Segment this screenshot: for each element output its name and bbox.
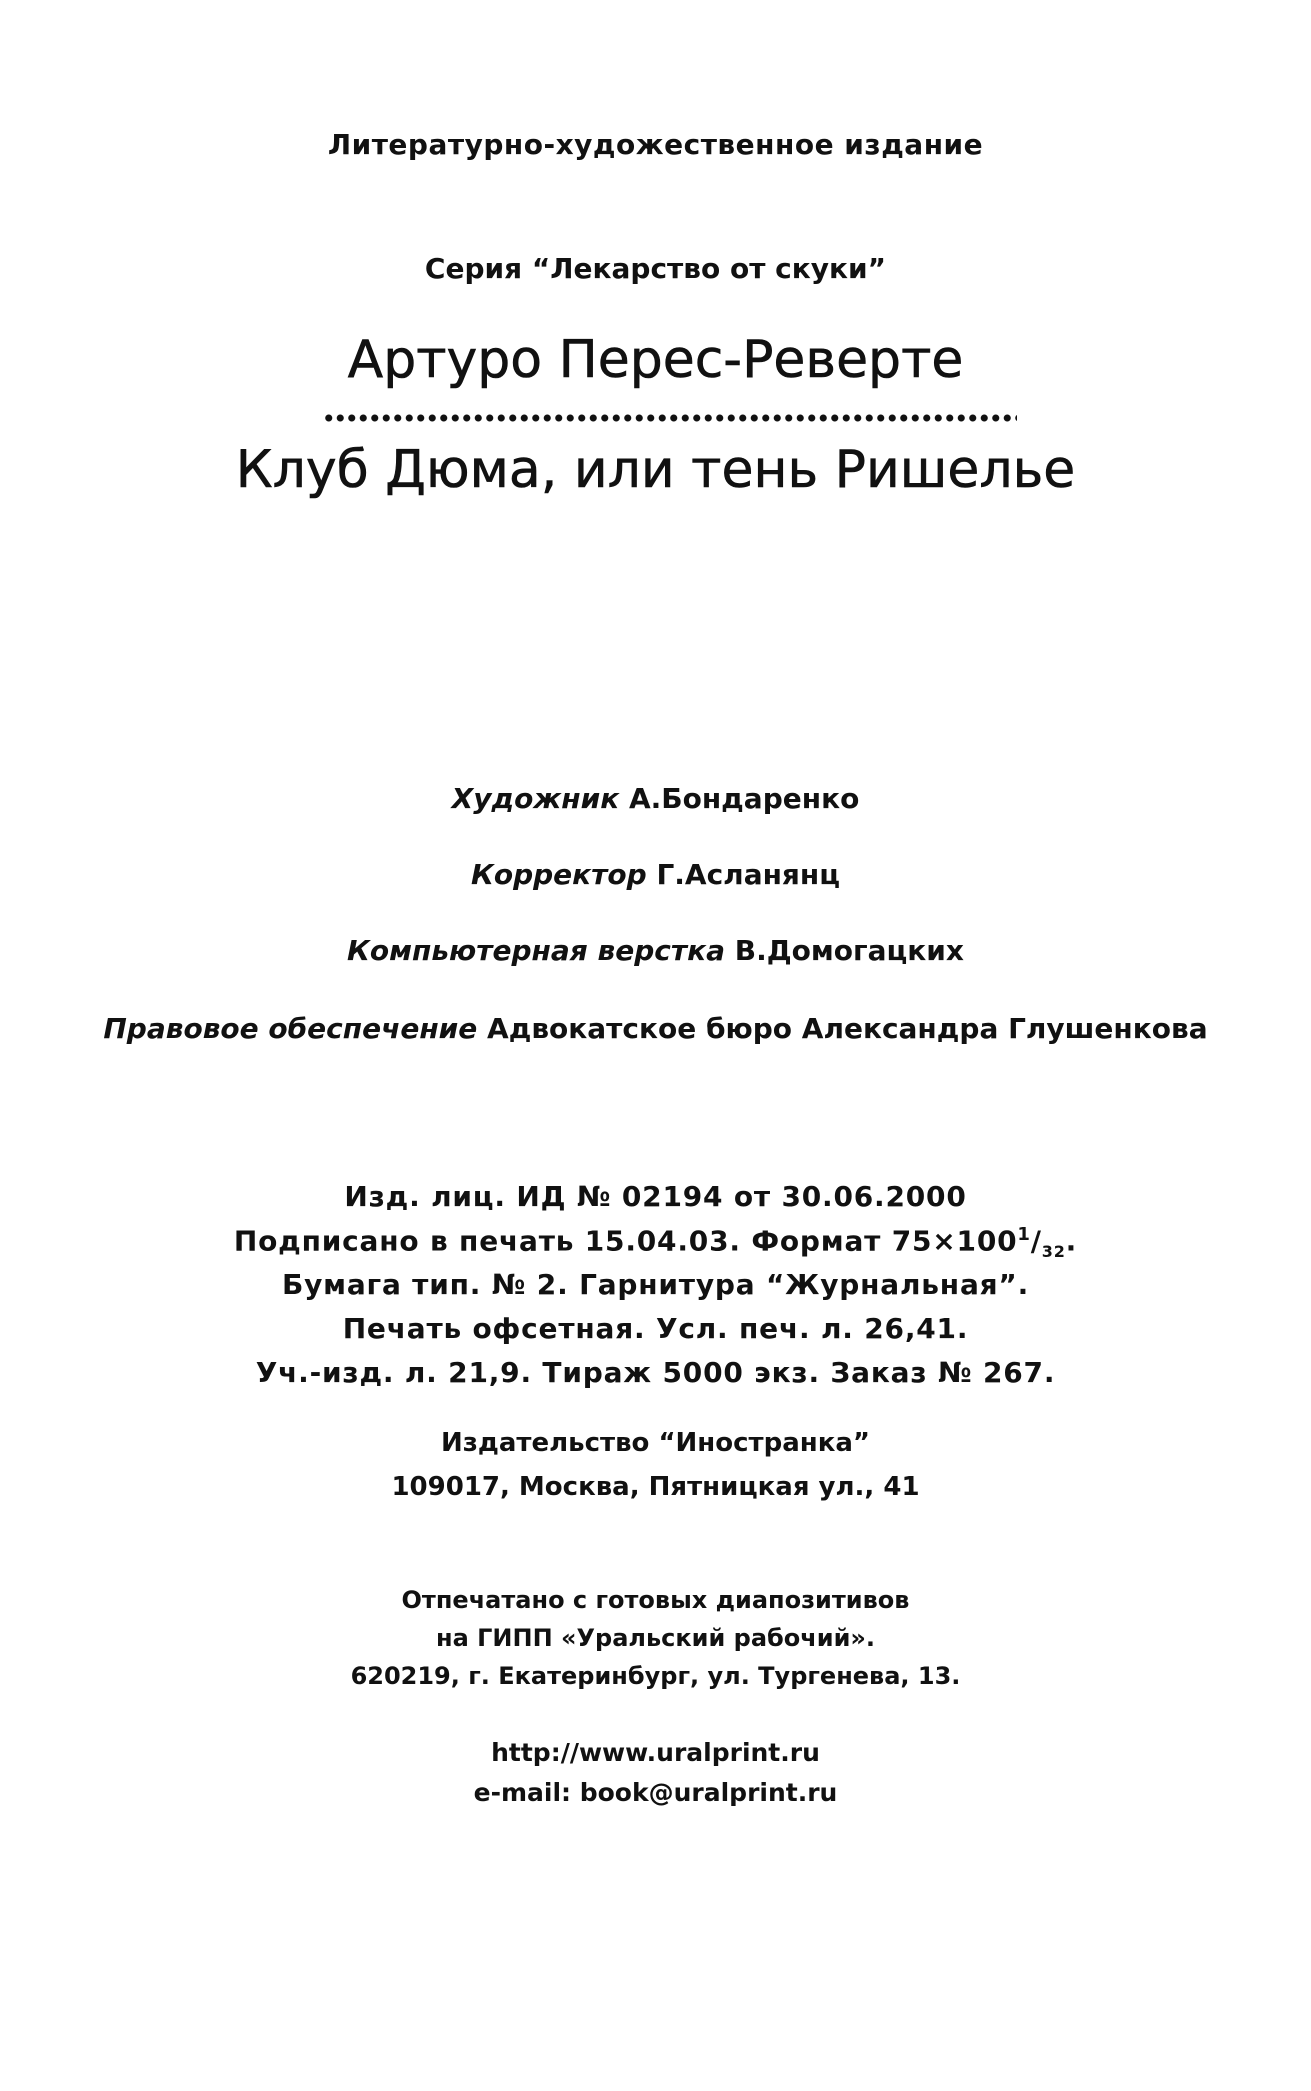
credit-layout	[0, 934, 1311, 967]
credit-artist	[0, 782, 1311, 815]
dotted-divider	[323, 411, 1017, 425]
printer-line-1: Отпечатано с готовых диапозитивов	[401, 1586, 910, 1614]
series-name: Серия “Лекарство от скуки”	[424, 252, 887, 285]
credit-proofreader	[0, 858, 1311, 891]
format-numerator: 1	[1017, 1224, 1031, 1245]
format-slash: /	[1030, 1224, 1042, 1258]
format-period: .	[1065, 1224, 1078, 1258]
format-denominator: 32	[1041, 1241, 1066, 1261]
credit-role: Компьютерная верстка	[347, 934, 725, 967]
printer-website: http://www.uralprint.ru	[491, 1738, 820, 1767]
print-sheets-line: Печать офсетная. Усл. печ. л. 26,41.	[342, 1312, 969, 1345]
paper-typeface-line: Бумага тип. № 2. Гарнитура “Журнальная”.	[281, 1268, 1030, 1301]
credit-role: Правовое обеспечение	[103, 1012, 478, 1045]
edition-type: Литературно-художественное издание	[327, 128, 984, 161]
publisher-address: 109017, Москва, Пятницкая ул., 41	[391, 1472, 920, 1502]
signed-format-line	[0, 1224, 1311, 1261]
credit-role: Корректор	[470, 858, 647, 891]
book-title: Клуб Дюма, или тень Ришелье	[235, 440, 1076, 500]
printer-address: 620219, г. Екатеринбург, ул. Тургенева, 13.	[350, 1662, 961, 1690]
circulation-order-line: Уч.-изд. л. 21,9. Тираж 5000 экз. Заказ № 267.	[255, 1356, 1056, 1389]
license-line: Изд. лиц. ИД № 02194 от 30.06.2000	[344, 1180, 967, 1213]
credit-person: Г.Асланянц	[656, 858, 841, 891]
publisher-name: Издательство “Иностранка”	[441, 1428, 870, 1458]
credit-person: А.Бондаренко	[628, 782, 860, 815]
printer-line-2: на ГИПП «Уральский рабочий».	[435, 1624, 876, 1652]
credit-legal	[0, 1012, 1311, 1045]
printer-email: e-mail: book@uralprint.ru	[473, 1778, 838, 1807]
signed-format-text: Подписано в печать 15.04.03. Формат 75×100	[233, 1224, 1018, 1258]
author-name: Артуро Перес-Реверте	[347, 330, 964, 390]
credit-person: Адвокатское бюро Александра Глушенкова	[487, 1012, 1208, 1045]
credit-person: В.Домогацких	[734, 934, 964, 967]
credit-role: Художник	[451, 782, 620, 815]
